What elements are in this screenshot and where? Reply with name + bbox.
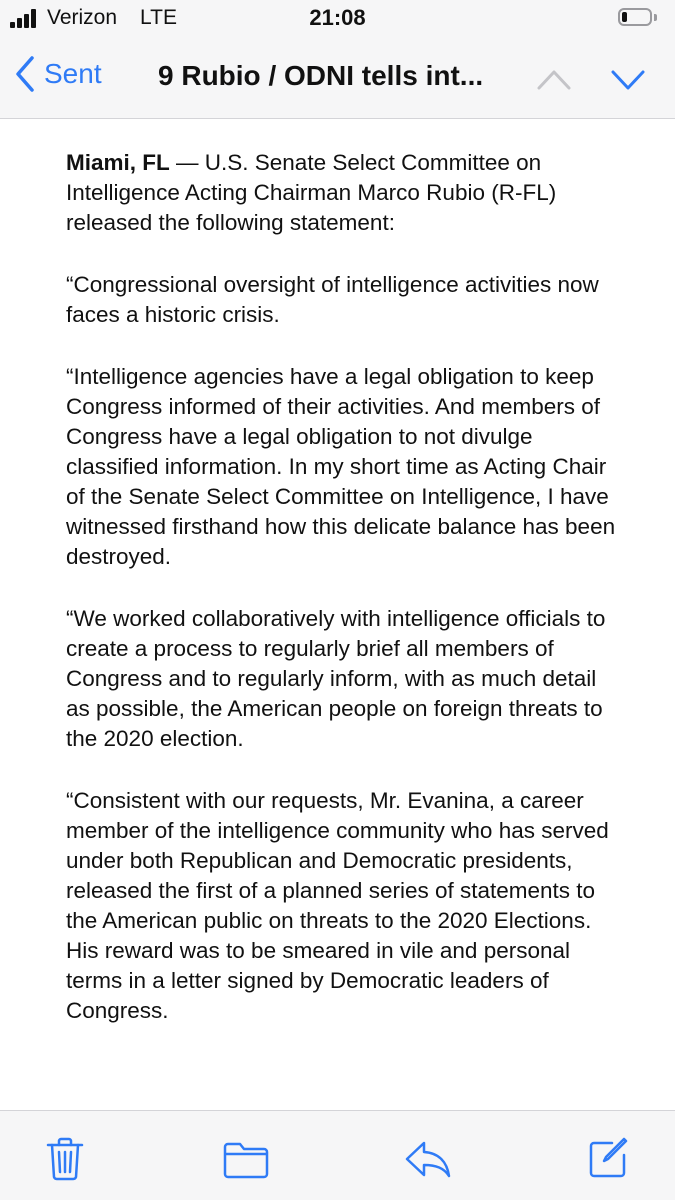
bottom-toolbar (0, 1110, 675, 1200)
message-paragraph: “We worked collaboratively with intelligence officials to create a process to regularly brief all members of Congress and to regularly inform, with as much detail as possible, the American people on foreign threats to the 2020 election. (66, 606, 606, 751)
message-paragraph: “Intelligence agencies have a legal obligation to keep Congress informed of their activities. And members of Congress have a legal obligation to not divulge classified information. In my short time as Acting Chair of the Senate Select Committee on Intelligence, I have witnessed firsthand how this delicate balance has been destroyed. (66, 364, 616, 569)
battery-level-fill (622, 12, 627, 22)
folder-icon[interactable] (222, 1141, 270, 1179)
top-chrome (0, 0, 675, 119)
message-subject-title: 9 Rubio / ODNI tells int... (158, 60, 484, 91)
back-button[interactable] (14, 54, 102, 94)
status-clock: 21:08 (309, 5, 366, 30)
message-paragraph: “Consistent with our requests, Mr. Evanina, a career member of the intelligence community who has served under both Republican and Democratic presidents, released the first of a planned series of statements to the American public on threats to the 2020 Elections. His reward was to be smeared in vile and personal terms in a letter signed by Democratic leaders of Congress. (66, 788, 609, 1023)
message-paragraph (66, 148, 626, 238)
message-paragraph: “Congressional oversight of intelligence activities now faces a historic crisis. (66, 272, 599, 327)
reply-icon[interactable] (404, 1139, 452, 1179)
navigation-bar (0, 40, 675, 118)
chevron-down-icon[interactable] (610, 64, 646, 94)
intro-text: — U.S. Senate Select Committee on Intelligence Acting Chairman Marco Rubio (R-FL) released the following statement: (66, 150, 557, 235)
trash-icon[interactable] (46, 1137, 84, 1181)
battery-icon (618, 8, 658, 28)
status-bar (0, 0, 675, 40)
network-type: LTE (140, 6, 177, 29)
back-button-label: Sent (44, 58, 102, 89)
chevron-up-icon[interactable] (536, 64, 572, 94)
dateline: Miami, FL (66, 150, 170, 175)
carrier-name: Verizon (47, 6, 118, 29)
compose-icon[interactable] (588, 1137, 628, 1179)
message-body (66, 148, 626, 1058)
chevron-left-icon (14, 54, 36, 94)
